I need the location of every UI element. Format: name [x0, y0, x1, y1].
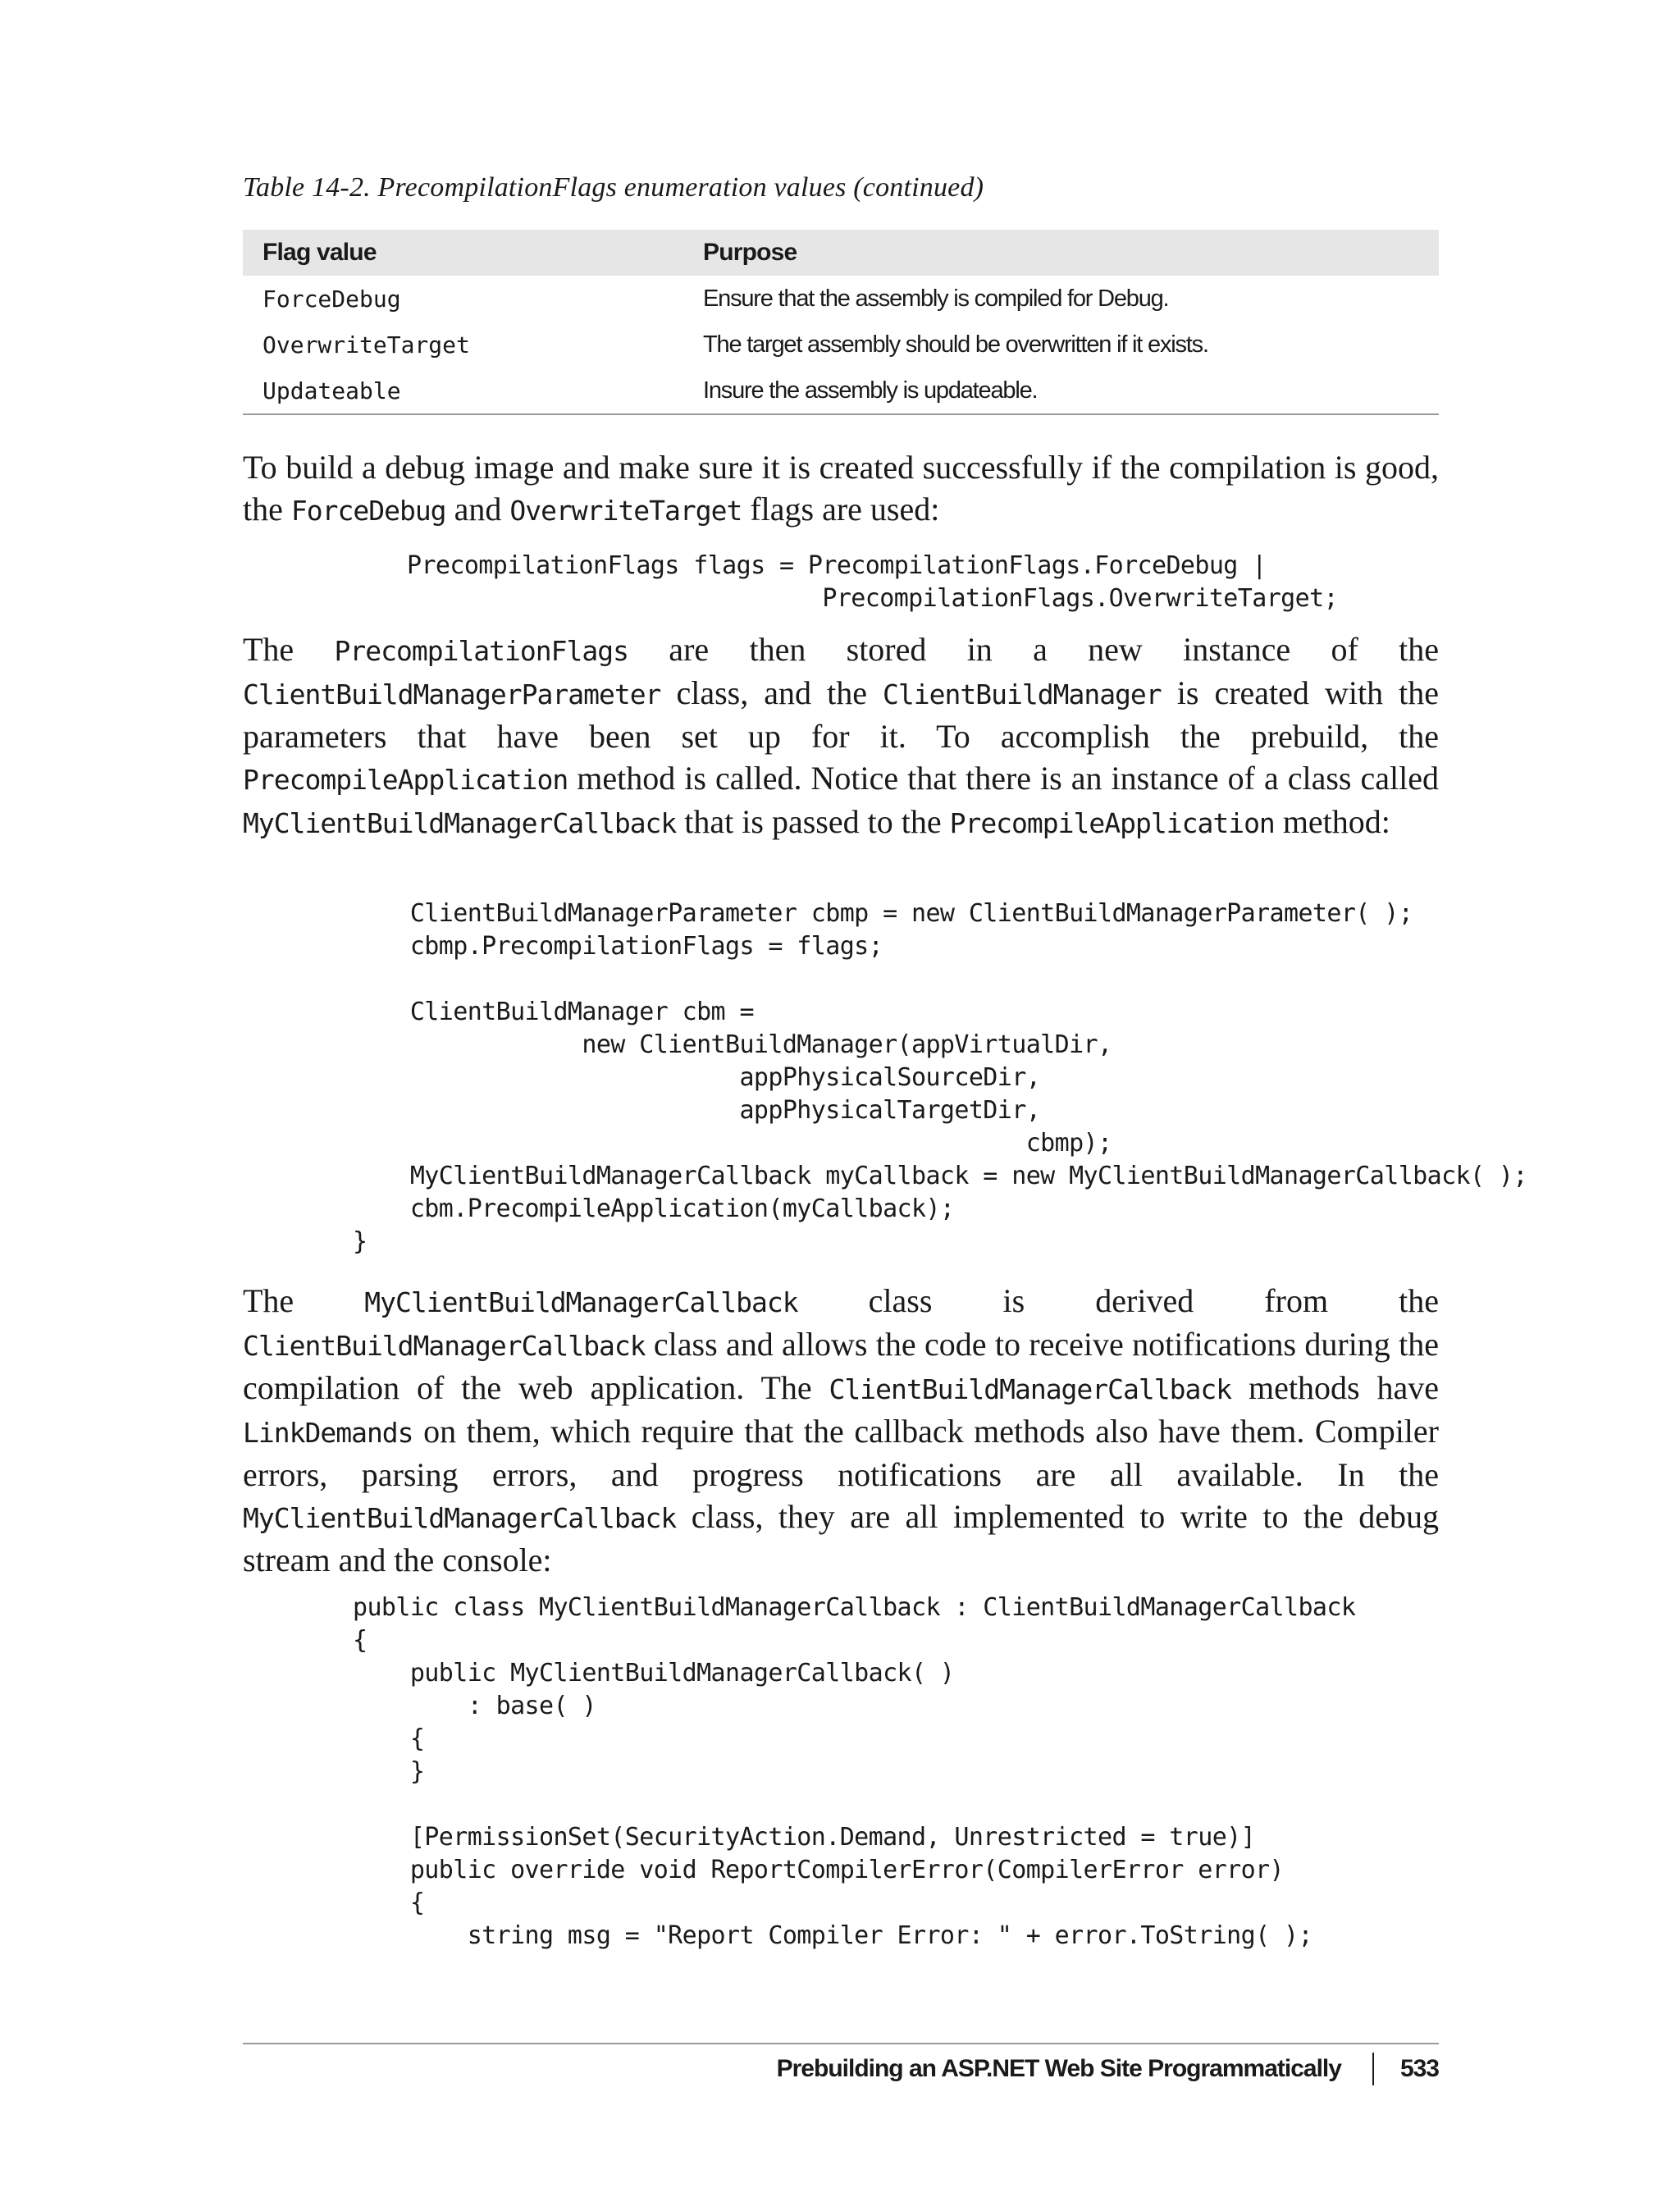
table-row — [243, 276, 1439, 322]
inline-code: MyClientBuildManagerCallback — [364, 1286, 798, 1318]
inline-code: PrecompilationFlags — [334, 635, 628, 667]
inline-code: PrecompileApplication — [949, 807, 1275, 839]
inline-code: MyClientBuildManagerCallback — [243, 807, 677, 839]
text-run: and — [445, 491, 510, 528]
purpose-cell: Ensure that the assembly is compiled for Debug. — [703, 285, 1169, 312]
text-run: class is derived from the — [797, 1282, 1440, 1319]
text-run: that is passed to the — [676, 803, 950, 840]
purpose-cell: Insure the assembly is updateable. — [683, 368, 1439, 414]
flags-table — [243, 230, 1439, 415]
text-run: class and allows the code to receive notifications during the compilation of the web application. The — [243, 1326, 1439, 1406]
text-run: flags are used: — [742, 491, 940, 528]
flag-cell: OverwriteTarget — [262, 331, 470, 359]
inline-code: LinkDemands — [243, 1417, 413, 1449]
footer-divider — [243, 2043, 1439, 2044]
inline-code: ClientBuildManagerCallback — [243, 1330, 646, 1362]
inline-code: PrecompileApplication — [243, 764, 568, 796]
text-run: The — [243, 1282, 365, 1319]
paragraph-debug-image — [243, 446, 1439, 532]
table-caption: Table 14-2. PrecompilationFlags enumeration values (continued) — [243, 172, 984, 203]
inline-code: ClientBuildManagerParameter — [243, 678, 661, 710]
flag-cell: ForceDebug — [262, 285, 401, 313]
table-header-row — [243, 230, 1439, 276]
header-flag-value: Flag value — [243, 230, 683, 276]
inline-code: OverwriteTarget — [509, 495, 742, 527]
inline-code: ClientBuildManagerCallback — [829, 1373, 1232, 1405]
inline-code: ForceDebug — [290, 495, 446, 527]
text-run: class, they are all implemented to write to the debug stream and the console: — [243, 1498, 1439, 1578]
inline-code: ClientBuildManager — [883, 678, 1162, 710]
code-block-callback-class: public class MyClientBuildManagerCallback : ClientBuildManagerCallback { public MyClientBuildManagerCallback( ) : base( ) { } [PermissionSet(SecurityAction.Demand, Unrestricted = true)] public override void ReportCompilerError(CompilerError error) { string msg = "Report Compiler Error: " + error.ToString( ); — [353, 1593, 1356, 1950]
text-run: class, and the — [660, 674, 883, 711]
text-run: method is called. Notice that there is an instance of a class called — [568, 760, 1439, 797]
purpose-cell: The target assembly should be overwritten if it exists. — [703, 331, 1208, 358]
page-number: 533 — [1399, 2055, 1439, 2082]
flag-cell: Updateable — [243, 368, 683, 414]
inline-code: MyClientBuildManagerCallback — [243, 1502, 677, 1534]
code-block-client-build-manager: ClientBuildManagerParameter cbmp = new ClientBuildManagerParameter( ); cbmp.PrecompilationFlags = flags; ClientBuildManager cbm = new ClientBuildManager(appVirtualDir, appPhysicalSourceDir, appPhysicalTargetDir, cbmp); MyClientBuildManagerCallback myCallback = new MyClientBuildManagerCallback( ); cbm.PrecompileApplication(myCallback); } — [353, 899, 1527, 1256]
text-run: To build a debug image and make sure it is created successfully if the compilation is good, the — [243, 449, 1439, 528]
text-run: method: — [1274, 803, 1390, 840]
text-run: on them, which require that the callback methods also have them. Compiler errors, parsing errors, and progress notifications are all available. In the — [243, 1413, 1439, 1493]
table-row — [243, 368, 1439, 414]
table-row — [243, 322, 1439, 368]
page-footer — [777, 2053, 1439, 2085]
text-run: methods have — [1231, 1369, 1439, 1406]
code-block-flags: PrecompilationFlags flags = PrecompilationFlags.ForceDebug | PrecompilationFlags.OverwriteTarget; — [407, 551, 1338, 613]
paragraph-callback — [243, 1280, 1439, 1581]
text-run: The — [243, 631, 335, 668]
footer-section-title: Prebuilding an ASP.NET Web Site Programmatically — [776, 2055, 1341, 2082]
text-run: is created with the parameters that have been set up for it. To accomplish the prebuild, the — [243, 674, 1440, 755]
header-purpose: Purpose — [683, 230, 1439, 276]
footer-separator — [1372, 2053, 1374, 2085]
paragraph-precompilation — [243, 628, 1439, 844]
text-run: are then stored in a new instance of the — [628, 631, 1439, 668]
